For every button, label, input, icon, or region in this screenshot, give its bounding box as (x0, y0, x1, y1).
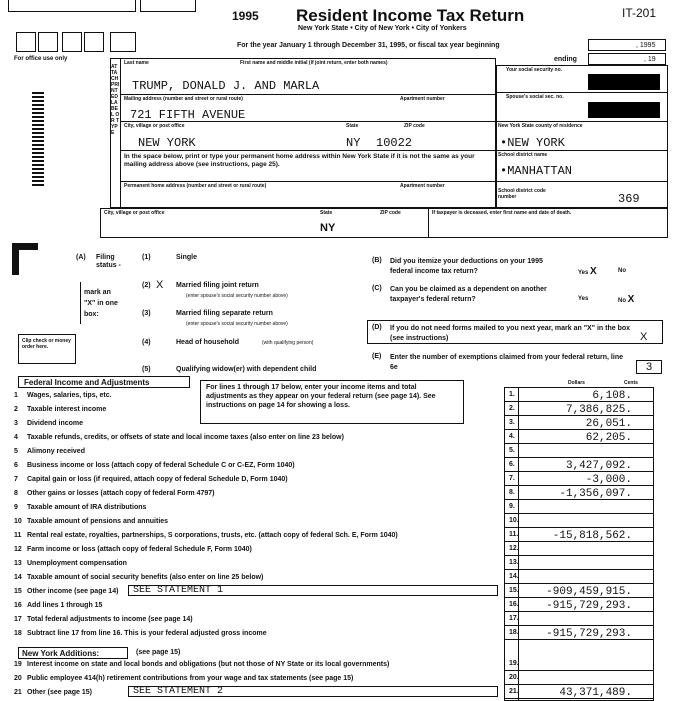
filing-opt-2-text[interactable]: Married filing joint return (176, 282, 259, 289)
period-year: , 1995 (636, 42, 656, 49)
question-b-yes-mark: X (590, 266, 597, 277)
line-number: 8 (14, 490, 18, 497)
filing-opt-4-note: (with qualifying person) (262, 340, 314, 346)
question-d-num: (D) (372, 324, 382, 331)
row-divider (504, 541, 654, 542)
line-label: Taxable amount of IRA distributions (27, 504, 147, 511)
question-c-yes[interactable]: Yes (578, 296, 589, 302)
line-box-number: 4. (509, 433, 515, 440)
row-divider (504, 639, 654, 640)
taxpayer-name[interactable]: TRUMP, DONALD J. AND MARLA (132, 79, 320, 93)
taxpayer-state[interactable]: NY (346, 136, 361, 150)
row-divider (504, 569, 654, 570)
table-row (0, 558, 675, 570)
row-divider (504, 471, 654, 472)
filing-opt-3-num: (3) (142, 310, 151, 317)
line-label: Wages, salaries, tips, etc. (27, 392, 112, 399)
line-label: Alimony received (27, 448, 85, 455)
line-label: Other (see page 15) (27, 689, 92, 696)
table-row (0, 673, 675, 685)
filing-mark-note: mark an "X" in one box: (84, 289, 118, 318)
table-row (0, 530, 675, 542)
filing-opt-4-num: (4) (142, 339, 151, 346)
county-label: New York State county of residence (498, 123, 583, 129)
row-divider (504, 555, 654, 556)
corner-mark-icon (12, 243, 38, 275)
line-label: Taxable amount of pensions and annuities (27, 518, 169, 525)
line-number: 4 (14, 434, 18, 441)
filing-bracket (80, 282, 81, 324)
table-row (0, 432, 675, 444)
row-divider (504, 684, 654, 685)
line-label: Rental real estate, royalties, partnerships, S corporations, trusts, etc. (attach copy of federal Sch. E, Form 1040) (27, 532, 398, 539)
line-label: Taxable amount of social security benefits (also enter on line 25 below) (27, 574, 264, 581)
line-amount[interactable]: -909,459,915. (546, 586, 632, 598)
filing-opt-3-text[interactable]: Married filing separate return (176, 310, 273, 317)
ssn-redacted (588, 74, 660, 90)
row-divider (504, 698, 654, 699)
form-subtitle: New York State • City of New York • City of Yonkers (298, 25, 467, 32)
line-number: 5 (14, 448, 18, 455)
table-row (0, 586, 675, 598)
table-row (0, 418, 675, 430)
row-divider (504, 527, 654, 528)
apt-label: Apartment number (400, 96, 445, 102)
state2-value[interactable]: NY (320, 222, 336, 234)
filing-opt-5-num: (5) (142, 366, 151, 373)
dollars-label: Dollars (568, 380, 585, 386)
line-box-number: 21. (509, 688, 519, 695)
line-number: 15 (14, 588, 22, 595)
office-box-1 (16, 32, 36, 52)
line-box-number: 7. (509, 475, 515, 482)
table-row (0, 628, 675, 640)
clip-note: Clip check or money order here. (22, 338, 71, 350)
perm-apt-label: Apartment number (400, 183, 445, 189)
line-box-number: 17. (509, 615, 519, 622)
line-amount[interactable]: 26,051. (585, 418, 632, 430)
line-label: Subtract line 17 from line 16. This is your federal adjusted gross income (27, 630, 267, 637)
school-code-value[interactable]: 369 (618, 192, 640, 206)
barcode-icon (32, 92, 44, 188)
line-number: 16 (14, 602, 22, 609)
spouse-ssn-redacted (588, 102, 660, 118)
line-label: Business income or loss (attach copy of federal Schedule C or C-EZ, Form 1040) (27, 462, 295, 469)
ssn-label: Your social security no. (506, 67, 563, 73)
filing-opt-2-num: (2) (142, 282, 151, 289)
line-amount[interactable]: -15,818,562. (552, 530, 632, 542)
row-divider (504, 513, 654, 514)
line-number: 10 (14, 518, 22, 525)
line-box-number: 13. (509, 559, 519, 566)
additions-heading-note: (see page 15) (136, 649, 181, 656)
line-number: 18 (14, 630, 22, 637)
school-label: School district name (498, 152, 548, 158)
question-e-value: 3 (646, 361, 653, 373)
filing-opt-1-text[interactable]: Single (176, 254, 198, 261)
line-label: Taxable interest income (27, 406, 107, 413)
home-notice: In the space below, print or type your permanent home address within New York State if it is not the same as your mailing address above (see instructions, page 25). (124, 153, 475, 168)
line-label: Dividend income (27, 420, 84, 427)
line-number: 9 (14, 504, 18, 511)
office-use-label: For office use only (14, 56, 68, 62)
side-label: ATTACH PRINTED LABEL OR TYPE (111, 64, 120, 136)
city-row-line (120, 150, 496, 151)
table-row (0, 516, 675, 528)
row-divider (504, 429, 654, 430)
address-row-line (120, 121, 496, 122)
inline-statement[interactable]: SEE STATEMENT 2 (128, 686, 498, 697)
line-amount[interactable]: 7,386,825. (565, 404, 632, 416)
line-box-number: 1. (509, 391, 515, 398)
row-divider (504, 670, 654, 671)
table-row (0, 390, 675, 402)
name-row-line (120, 94, 496, 95)
line-box-number: 18. (509, 629, 519, 636)
question-b-num: (B) (372, 257, 382, 264)
table-row (0, 600, 675, 612)
city-label: City, village or post office (124, 123, 185, 129)
office-box-4 (84, 32, 104, 52)
line-box-number: 15. (509, 587, 519, 594)
line-box-number: 9. (509, 503, 515, 510)
county-value[interactable]: •NEW YORK (500, 136, 565, 150)
line-label: Capital gain or loss (if required, attach copy of federal Schedule D, Form 1040) (27, 476, 288, 483)
office-box-2 (38, 32, 58, 52)
state-label: State (346, 123, 359, 129)
row-divider (504, 485, 654, 486)
period-text: For the year January 1 through December 31, 1995, or fiscal tax year beginning (237, 42, 500, 49)
spouse-ssn-label: Spouse's social sec. no. (506, 94, 564, 100)
line-amount[interactable]: -3,000. (585, 474, 632, 486)
line-number: 19 (14, 661, 22, 668)
line-number: 12 (14, 546, 22, 553)
zip2-label: ZIP code (380, 210, 401, 216)
line-label: Other gains or losses (attach copy of federal Form 4797) (27, 490, 215, 497)
line-number: 7 (14, 476, 18, 483)
table-row (0, 474, 675, 486)
filing-opt-2-note: (enter spouse's social security number above) (186, 293, 288, 299)
line-amount[interactable]: -915,729,293. (546, 628, 632, 640)
line-box-number: 3. (509, 419, 515, 426)
zip-label: ZIP code (404, 123, 425, 129)
line-label: Unemployment compensation (27, 560, 127, 567)
first-name-label: First name and middle initial (if joint return, enter both names) (240, 60, 388, 66)
table-row (0, 614, 675, 626)
top-left-box-2 (140, 0, 196, 12)
notice-row-line (120, 181, 496, 182)
line-amount[interactable]: -915,729,293. (546, 600, 632, 612)
office-box-5 (110, 32, 136, 52)
line-number: 11 (14, 532, 22, 539)
question-d-mark: X (640, 331, 648, 343)
cents-label: Cents (624, 380, 638, 386)
federal-heading: Federal Income and Adjustments (24, 378, 150, 387)
state2-label: State (320, 210, 333, 216)
top-left-box-1 (8, 0, 136, 12)
school-code-label: School district code number (498, 188, 546, 200)
line-number: 17 (14, 616, 22, 623)
line-box-number: 8. (509, 489, 515, 496)
last-name-label: Last name (124, 60, 149, 66)
line-box-number: 12. (509, 545, 519, 552)
line-label: Interest income on state and local bonds and obligations (but not those of NY State or its local governments) (27, 661, 390, 668)
line-box-number: 20. (509, 674, 519, 681)
filing-opt-2-mark[interactable]: X (156, 279, 164, 291)
form-title: Resident Income Tax Return (296, 6, 525, 25)
line-amount[interactable]: -1,356,097. (559, 488, 632, 500)
line-amount[interactable]: 3,427,092. (565, 460, 632, 472)
line-box-number: 19. (509, 660, 519, 667)
row-divider (504, 443, 654, 444)
question-c-text: Can you be claimed as a dependent on another taxpayer's federal return? (390, 286, 547, 303)
question-b-no[interactable]: No (618, 268, 626, 274)
form-code: IT-201 (622, 6, 657, 20)
line-label: Add lines 1 through 15 (27, 602, 103, 609)
line-box-number: 5. (509, 447, 515, 454)
office-box-3 (62, 32, 82, 52)
filing-label: Filing status - (96, 254, 121, 269)
question-e-text: Enter the number of exemptions claimed from your federal return, line 6e (390, 354, 623, 371)
line-box-number: 16. (509, 601, 519, 608)
question-d-text: If you do not need forms mailed to you next year, mark an "X" in the box (see instructions) (390, 325, 631, 342)
filing-opt-4-text[interactable]: Head of household (176, 339, 239, 346)
perm-address-label: Permanent home address (number and street or rural route) (124, 183, 267, 189)
row-divider (504, 457, 654, 458)
taxpayer-city[interactable]: NEW YORK (138, 136, 196, 150)
table-row (0, 687, 675, 699)
inline-statement[interactable]: SEE STATEMENT 1 (128, 585, 498, 596)
line-number: 1 (14, 392, 18, 399)
question-b-yes[interactable]: Yes X (578, 266, 597, 277)
filing-opt-3-note: (enter spouse's social security number above) (186, 321, 288, 327)
line-label: Taxable refunds, credits, or offsets of state and local income taxes (also enter on line 23 below) (27, 434, 344, 441)
line-box-number: 10. (509, 517, 519, 524)
ending-label: ending (554, 56, 577, 63)
additions-heading: New York Additions: (22, 649, 100, 658)
line-number: 2 (14, 406, 18, 413)
line-number: 13 (14, 560, 22, 567)
line-label: Public employee 414(h) retirement contributions from your wage and tax statements (see page 15) (27, 675, 354, 682)
table-row (0, 488, 675, 500)
row-divider (504, 597, 654, 598)
table-row (0, 460, 675, 472)
line-box-number: 2. (509, 405, 515, 412)
row-divider (504, 499, 654, 500)
tax-year: 1995 (232, 9, 259, 23)
row-divider (504, 583, 654, 584)
table-row (0, 502, 675, 514)
mailing-label: Mailing address (number and street or rural route) (124, 96, 243, 102)
filing-opt-1-num: (1) (142, 254, 151, 261)
line-box-number: 14. (509, 573, 519, 580)
taxpayer-zip[interactable]: 10022 (376, 136, 413, 150)
line-amount[interactable]: 6,108. (592, 390, 632, 402)
line-number: 20 (14, 675, 22, 682)
deceased-label: If taxpayer is deceased, enter first name and date of death. (432, 210, 572, 216)
table-row (0, 572, 675, 584)
question-c-no[interactable]: No X (618, 294, 635, 305)
table-row (0, 659, 675, 671)
row-divider (504, 401, 654, 402)
row-divider (504, 415, 654, 416)
line-number: 14 (14, 574, 22, 581)
line-label: Other income (see page 14) (27, 588, 119, 595)
city2-label: City, village or post office (104, 210, 165, 216)
line-amount[interactable]: 62,205. (585, 432, 632, 444)
taxpayer-address[interactable]: 721 FIFTH AVENUE (130, 108, 246, 122)
federal-instructions: For lines 1 through 17 below, enter your income items and total adjustments as they appear on your federal return (see page 14). See instructions on page 14 for showing a loss. (206, 384, 436, 409)
question-c-no-mark: X (627, 294, 635, 305)
ending-year: , 19 (644, 56, 656, 63)
filing-opt-5-text[interactable]: Qualifying widow(er) with dependent child (176, 366, 317, 373)
question-c-num: (C) (372, 285, 382, 292)
line-label: Total federal adjustments to income (see page 14) (27, 616, 193, 623)
line-box-number: 6. (509, 461, 515, 468)
line-label: Farm income or loss (attach copy of federal Schedule F, Form 1040) (27, 546, 252, 553)
side-label-divider (120, 58, 121, 208)
question-b-text: Did you itemize your deductions on your 1995 federal income tax return? (390, 258, 543, 275)
question-e-num: (E) (372, 353, 382, 360)
line-number: 6 (14, 462, 18, 469)
line-number: 21 (14, 689, 22, 696)
row-divider (504, 611, 654, 612)
filing-a: (A) (76, 254, 86, 261)
table-row (0, 544, 675, 556)
school-value[interactable]: •MANHATTAN (500, 164, 573, 178)
line-amount[interactable]: 43,371,489. (559, 687, 632, 699)
line-box-number: 11. (509, 531, 519, 538)
table-row (0, 446, 675, 458)
line-number: 3 (14, 420, 18, 427)
table-row (0, 404, 675, 416)
row-divider (504, 625, 654, 626)
